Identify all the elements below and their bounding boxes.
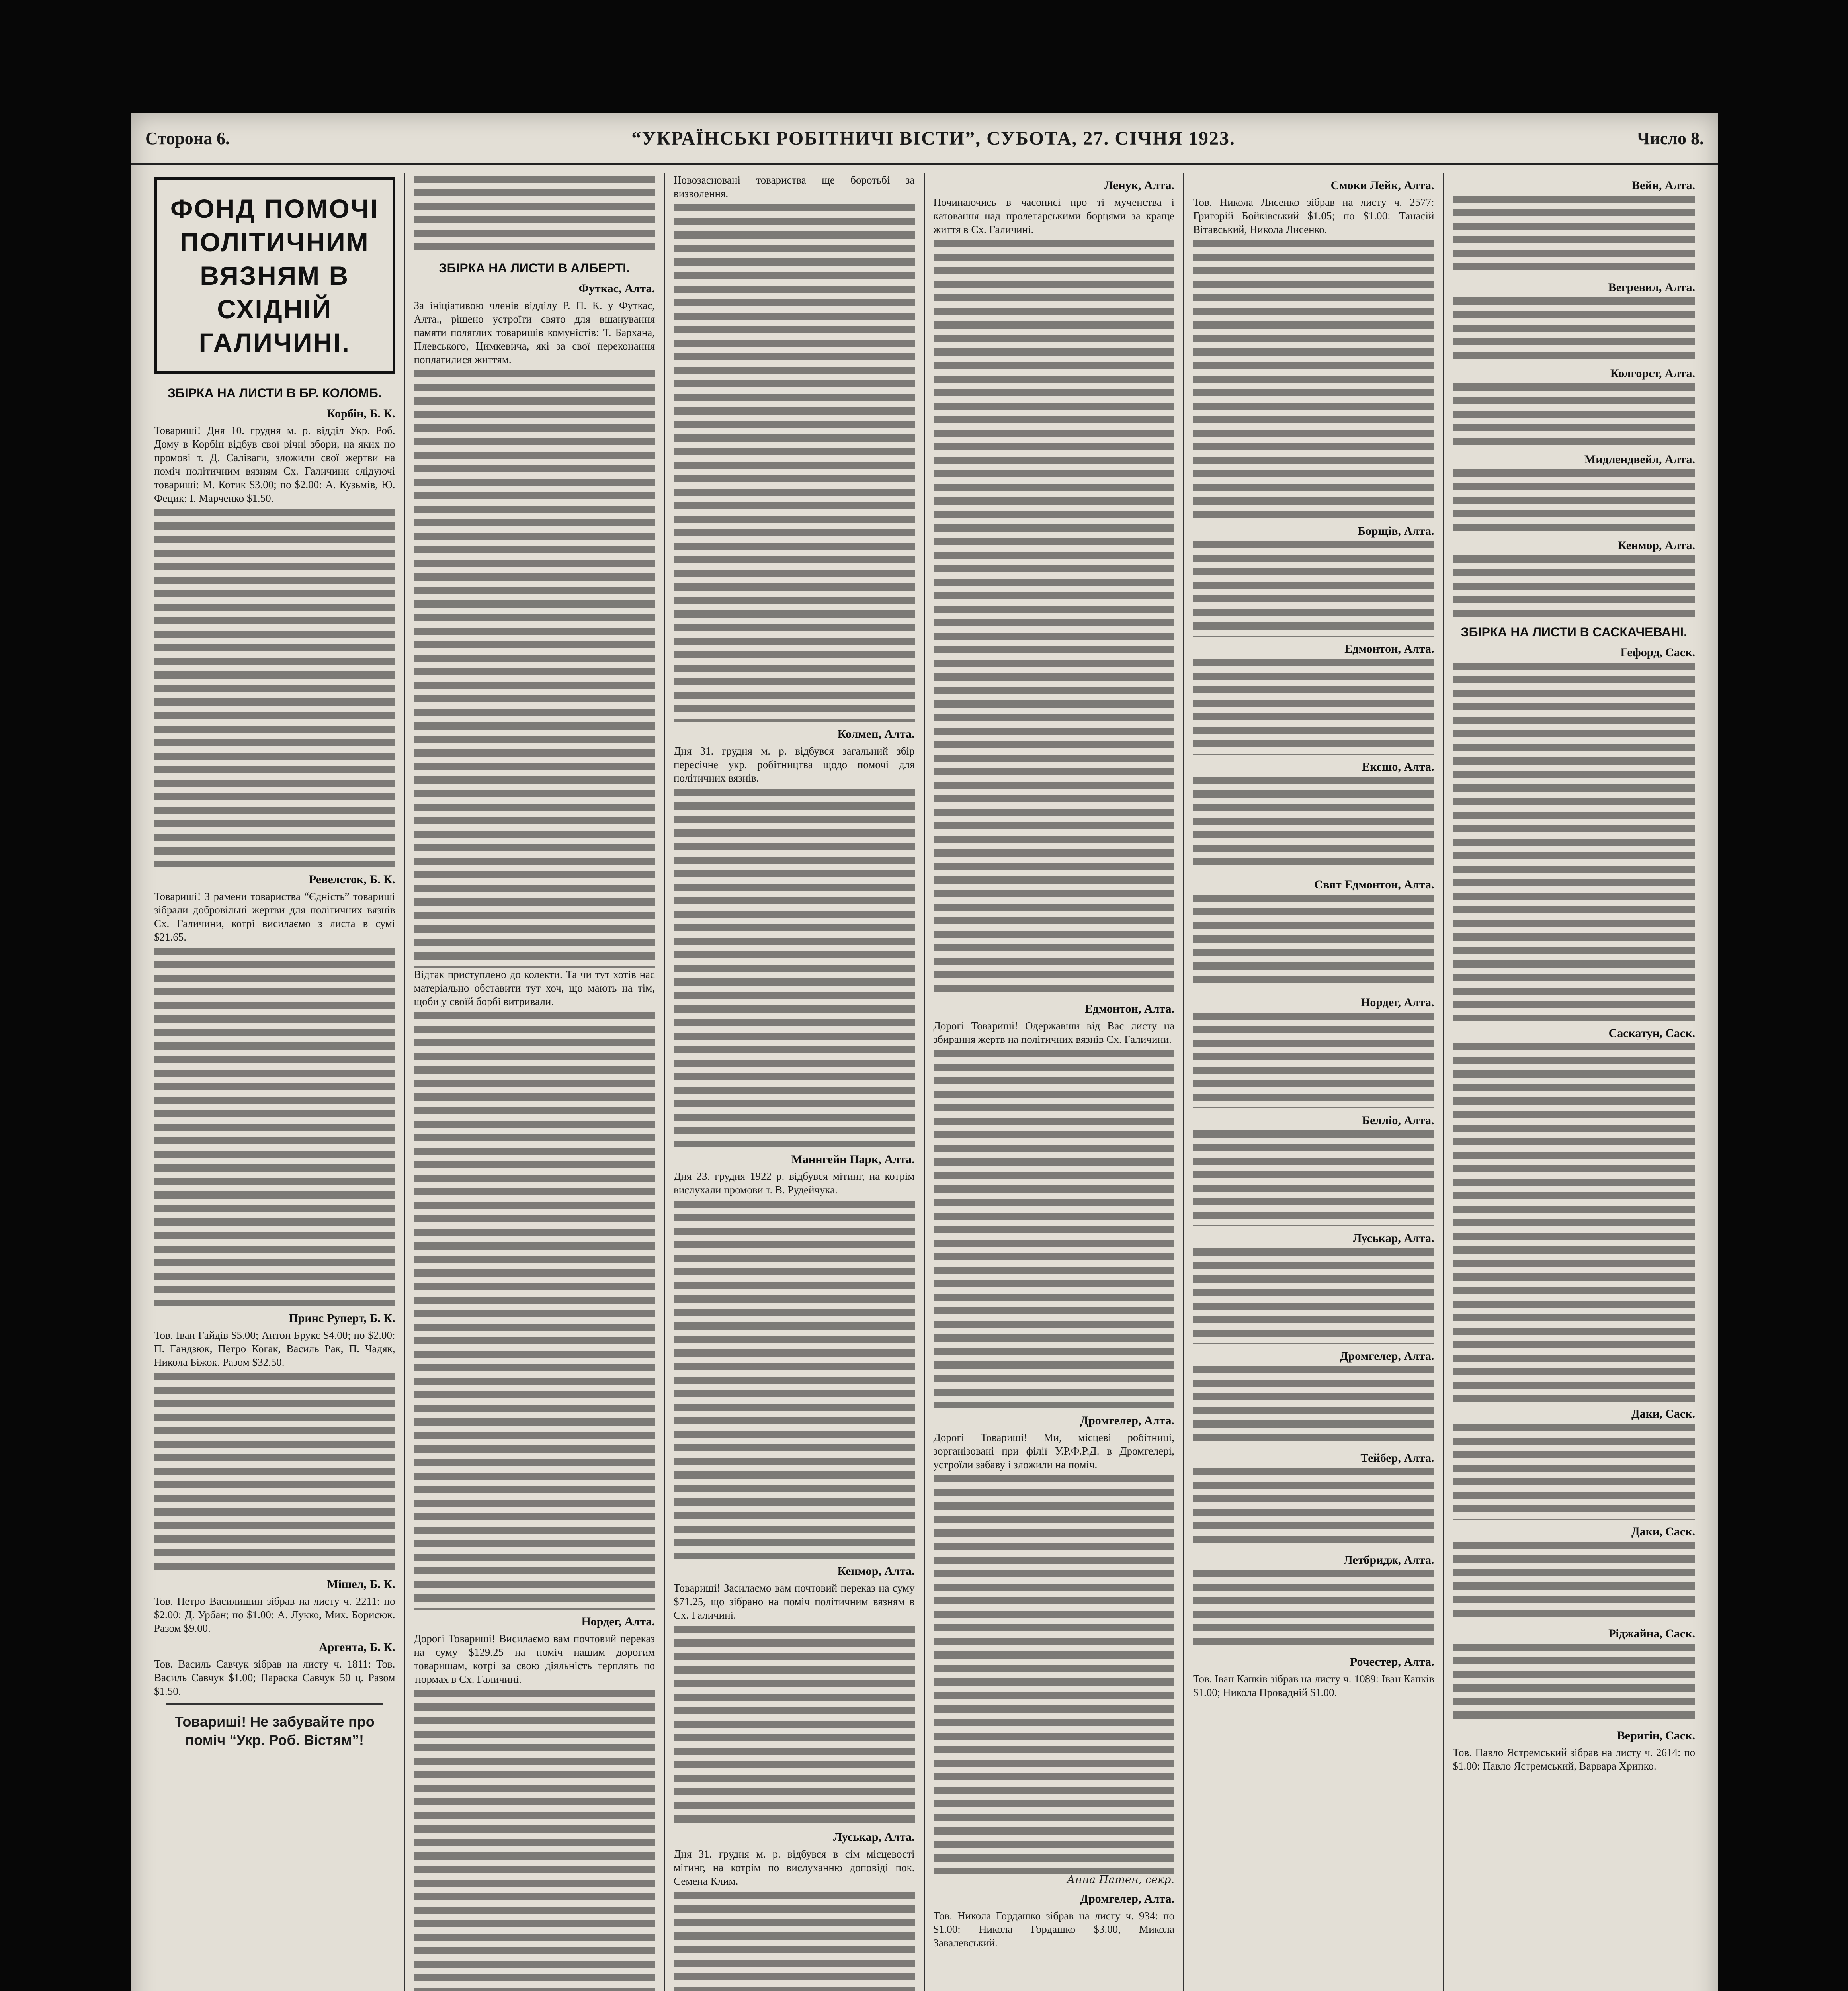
- article-place: Колгорст, Алта.: [1610, 367, 1695, 380]
- article-place: Кенмор, Алта.: [1617, 539, 1695, 552]
- article-text: Дня 31. грудня м. р. відбувся в сім місцевості мітинг, на котрім по вислуханню доповіді пок. Семена Клим.: [674, 1848, 915, 1887]
- text-block: [1193, 1130, 1434, 1226]
- article-place: Луськар, Алта.: [833, 1831, 915, 1844]
- column-1: [145, 173, 405, 1991]
- text-block: [1193, 777, 1434, 872]
- article-place: Мидлендвейл, Алта.: [1584, 453, 1695, 466]
- section-heading: ЗБІРКА НА ЛИСТИ В САСКАЧЕВАНІ.: [1461, 625, 1687, 639]
- text-block: [1193, 240, 1434, 519]
- text-block: [1453, 1542, 1696, 1621]
- article-text: Товариші! Дня 10. грудня м. р. відділ Укр. Роб. Дому в Корбін відбув свої річні збори, на яких по промові т. Д. Саліваги, зложили свої жертви на поміч політичним вязням Сх. Галичини слідуючі товариші: М. Котик $3.00; по $2.00: А. Кузьмів, Ю. Фецик; І. Марченко $1.50.: [154, 424, 395, 504]
- article-text: Дня 31. грудня м. р. відбувся загальний збір пересічне укр. робітництва щодо помочі для політичних вязнів.: [674, 745, 915, 784]
- article-place: Ленук, Алта.: [1104, 179, 1174, 192]
- article-place: Нордег, Алта.: [581, 1615, 655, 1628]
- text-block: [1453, 1644, 1696, 1723]
- text-block: [1193, 1248, 1434, 1344]
- section-heading: ЗБІРКА НА ЛИСТИ В АЛБЕРТІ.: [439, 261, 630, 275]
- article-place: Едмонтон, Алта.: [1344, 642, 1434, 655]
- text-block: [414, 1012, 655, 1610]
- text-block: [1193, 659, 1434, 755]
- text-block: [1193, 895, 1434, 990]
- article-place: Веригін, Саск.: [1617, 1729, 1695, 1742]
- article-text: Тов. Павло Ястремський зібрав на листу ч. 2614: по $1.00: Павло Ястремський, Варвара Хрипко.: [1453, 1747, 1695, 1772]
- text-block: [154, 1373, 395, 1572]
- article-text: Товариші! З рамени товариства “Єдність” товариші зібрали добровільні жертви для політичних вязнів Сх. Галичини, котрі висилаємо з листа в сумі $21.65.: [154, 890, 395, 943]
- article-place: Белліо, Алта.: [1362, 1114, 1434, 1127]
- article-place: Принс Руперт, Б. К.: [289, 1312, 395, 1325]
- column-4: [925, 173, 1185, 1991]
- section-heading: ЗБІРКА НА ЛИСТИ В БР. КОЛОМБ.: [167, 386, 382, 400]
- text-block: [154, 509, 395, 867]
- article-place: Вегревил, Алта.: [1608, 281, 1695, 294]
- article-place: Кенмор, Алта.: [837, 1565, 915, 1578]
- article-place: Летбридж, Алта.: [1344, 1553, 1434, 1567]
- text-block: [1453, 383, 1696, 447]
- article-place: Едмонтон, Алта.: [1084, 1002, 1174, 1015]
- article-place: Корбін, Б. К.: [326, 407, 395, 420]
- text-block: [414, 370, 655, 968]
- text-block: [674, 1626, 915, 1825]
- article-text: Дорогі Товариші! Висилаємо вам почтовий переказ на суму $129.25 на поміч нашим дорогим товаришам, котрі за свою діяльність терплять по тюрмах в Сх. Галичині.: [414, 1633, 655, 1685]
- article-place: Аргента, Б. К.: [319, 1641, 395, 1654]
- article-place: Ексшо, Алта.: [1362, 760, 1434, 773]
- article-place: Маннгейн Парк, Алта.: [791, 1153, 915, 1166]
- text-block: [1193, 1468, 1434, 1548]
- article-text: Починаючись в часописі про ті мученства і катовання над пролетарськими борцями за краще життя в Сх. Галичині.: [933, 196, 1174, 235]
- article-place: Дромгелер, Алта.: [1080, 1892, 1174, 1905]
- text-block: [1453, 1424, 1696, 1520]
- article-place: Свят Едмонтон, Алта.: [1314, 878, 1434, 891]
- article-place: Нордег, Алта.: [1361, 996, 1434, 1009]
- column-3: [665, 173, 925, 1991]
- article-place: Луськар, Алта.: [1353, 1232, 1434, 1245]
- text-block: [674, 204, 915, 722]
- text-block: [154, 948, 395, 1306]
- article-text: Новозасновані товариства ще боротьбі за визволення.: [674, 174, 915, 199]
- article-place: Ревелсток, Б. К.: [309, 873, 395, 886]
- text-block: [934, 1475, 1175, 1874]
- appeal-notice: Товариші! Не забувайте про поміч “Укр. Роб. Вістям”!: [174, 1713, 375, 1748]
- article-place: Колмен, Алта.: [837, 728, 915, 741]
- article-place: Мішел, Б. К.: [327, 1578, 395, 1591]
- text-block: [1453, 663, 1696, 1021]
- article-text: Товариші! Засилаємо вам почтовий переказ на суму $71.25, що зібрано на поміч політичним вязням в Сх. Галичині.: [674, 1582, 915, 1621]
- column-6: [1444, 173, 1704, 1991]
- text-block: [674, 1201, 915, 1559]
- article-place: Даки, Саск.: [1631, 1407, 1695, 1420]
- text-block: [934, 240, 1175, 997]
- article-place: Ріджайна, Саск.: [1608, 1627, 1695, 1640]
- column-2: [405, 173, 665, 1991]
- column-5: [1184, 173, 1444, 1991]
- article-place: Дромгелер, Алта.: [1340, 1349, 1434, 1363]
- article-place: Вейн, Алта.: [1632, 179, 1695, 192]
- article-place: Футкас, Алта.: [578, 282, 655, 295]
- text-block: [674, 789, 915, 1147]
- text-block: [1193, 1013, 1434, 1108]
- article-text: Дня 23. грудня 1922 р. відбувся мітинг, на котрім вислухали промови т. В. Рудейчука.: [674, 1170, 915, 1196]
- fund-banner: ФОНД ПОМОЧІ ПОЛІТИЧНИМ ВЯЗНЯМ В СХІДНІЙ ГАЛИЧИНІ.: [154, 177, 395, 374]
- article-place: Даки, Саск.: [1631, 1525, 1695, 1538]
- text-block: [934, 1050, 1175, 1408]
- text-block: [1453, 196, 1696, 275]
- masthead: [131, 113, 1718, 165]
- article-text: Тов. Іван Капків зібрав на листу ч. 1089: Іван Капків $1.00; Никола Провадній $1.00.: [1193, 1673, 1434, 1698]
- text-block: [1453, 555, 1696, 619]
- article-place: Смоки Лейк, Алта.: [1330, 179, 1434, 192]
- article-text: Дорогі Товариші! Одержавши від Вас листу на збирання жертв на політичних вязнів Сх. Галичини.: [933, 1020, 1174, 1045]
- article-place: Борщів, Алта.: [1358, 524, 1434, 538]
- text-block: [414, 176, 655, 255]
- text-block: [1193, 1570, 1434, 1650]
- newspaper-title: “УКРАЇНСЬКІ РОБІТНИЧІ ВІСТИ”, СУБОТА, 27. СІЧНЯ 1923.: [631, 127, 1235, 149]
- article-columns: [145, 173, 1704, 1991]
- text-block: [1193, 1366, 1434, 1446]
- article-text: Тов. Петро Василишин зібрав на листу ч. 2211: по $2.00: Д. Урбан; по $1.00: А. Лукко, Мих. Борисюк. Разом $9.00.: [154, 1595, 395, 1634]
- article-text: Відтак приступлено до колекти. Та чи тут хотів нас матеріально обставити тут хоч, що мають на тім, щоби у своїй борбі витривали.: [414, 968, 655, 1007]
- issue-number: Число 8.: [1637, 128, 1704, 148]
- text-block: [414, 1690, 655, 1991]
- article-text: Тов. Іван Гайдів $5.00; Антон Брукс $4.00; по $2.00: П. Гандзюк, Петро Когак, Василь Рак, П. Чадяк, Никола Біжок. Разом $32.50.: [154, 1329, 395, 1368]
- signature: Анна Патен, секр.: [1067, 1874, 1174, 1886]
- text-block: [1453, 469, 1696, 533]
- article-place: Рочестер, Алта.: [1350, 1655, 1434, 1668]
- page-number: Сторона 6.: [145, 128, 230, 148]
- newspaper-page: [131, 113, 1718, 1991]
- text-block: [1193, 541, 1434, 637]
- article-text: За ініціативою членів відділу Р. П. К. у Футкас, Алта., рішено устроїти свято для вшанування памяти поляглих товаришів комуністів: Т. Бархана, Плевського, Цимкевича, які за свої переконання поплатилися життям.: [414, 299, 655, 366]
- text-block: [674, 1892, 915, 1991]
- text-block: [1453, 1043, 1696, 1402]
- article-place: Тейбер, Алта.: [1360, 1451, 1434, 1465]
- article-text: Тов. Никола Гордашко зібрав на листу ч. 934: по $1.00: Никола Гордашко $3.00, Микола Завалевський.: [933, 1910, 1174, 1949]
- divider: [166, 1703, 383, 1705]
- article-text: Тов. Василь Савчук зібрав на листу ч. 1811: Тов. Василь Савчук $1.00; Параска Савчук 50 ц. Разом $1.50.: [154, 1658, 395, 1697]
- article-place: Дромгелер, Алта.: [1080, 1414, 1174, 1427]
- article-text: Дорогі Товариші! Ми, місцеві робітниці, зорганізовані при філії У.Р.Ф.Р.Д. в Дромгелері, устроїли забаву і зложили на поміч.: [933, 1432, 1174, 1471]
- article-text: Тов. Никола Лисенко зібрав на листу ч. 2577: Григорій Бойківський $1.05; по $1.00: Танасій Вітавський, Никола Лисенко.: [1193, 196, 1434, 235]
- article-place: Гефорд, Саск.: [1620, 646, 1695, 659]
- text-block: [1453, 297, 1696, 361]
- article-place: Саскатун, Саск.: [1608, 1027, 1695, 1040]
